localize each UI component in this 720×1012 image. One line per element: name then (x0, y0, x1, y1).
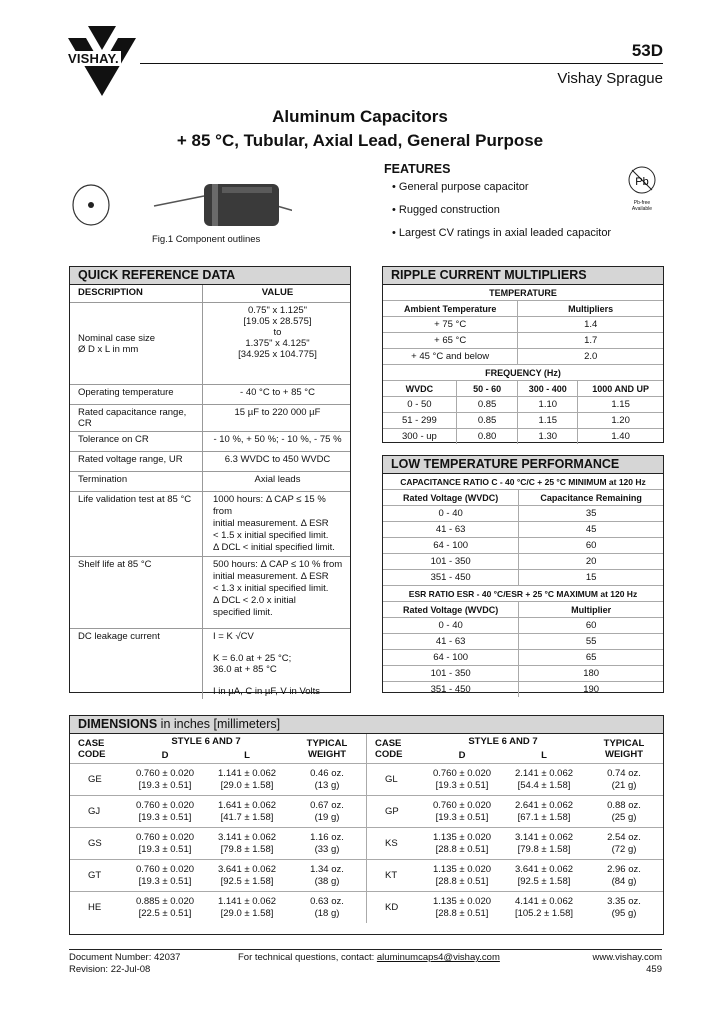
logo-text: VISHAY. (68, 51, 119, 66)
dimensions-table (70, 733, 663, 923)
page-number: 459 (646, 964, 662, 975)
ripple-cell: 51 - 299 (383, 413, 456, 429)
dim-row (70, 860, 663, 892)
ripple-cell: 0 - 50 (383, 397, 456, 413)
dim-weight-header: TYPICAL WEIGHT (288, 734, 367, 764)
qr-desc: Shelf life at 85 °C (70, 557, 203, 629)
features-list (372, 181, 611, 250)
revision: Revision: 22-Jul-08 (69, 964, 151, 975)
ripple-freq-col: 50 - 60 (456, 381, 518, 397)
quick-reference-table (70, 284, 350, 699)
dim-row (70, 892, 663, 924)
ripple-cell: 0.85 (456, 397, 518, 413)
header-rule (140, 63, 663, 64)
dim-cell-w: 1.16 oz. (33 g) (288, 828, 367, 860)
dim-cell-d: 0.760 ± 0.020 [19.3 ± 0.51] (124, 764, 206, 796)
dim-cell-l: 3.141 ± 0.062 [79.8 ± 1.58] (503, 828, 585, 860)
dim-cell-d: 0.760 ± 0.020 [19.3 ± 0.51] (421, 796, 503, 828)
ripple-cell: 1.30 (518, 429, 578, 445)
low-temp-cell: 41 - 63 (383, 522, 519, 538)
quick-reference-heading: QUICK REFERENCE DATA (70, 267, 350, 284)
ripple-cell: 1.15 (518, 413, 578, 429)
ripple-cell: 1.4 (518, 317, 663, 333)
low-temp-cell: 101 - 350 (383, 554, 519, 570)
ripple-table (383, 284, 663, 444)
dim-cell-w: 0.88 oz. (25 g) (585, 796, 663, 828)
ripple-temp-col: Multipliers (518, 301, 663, 317)
feature-item: • Rugged construction (392, 204, 500, 216)
low-temp-cell: 35 (519, 506, 663, 522)
features-heading: FEATURES (384, 162, 451, 176)
low-temp-box (382, 455, 664, 693)
qr-desc: Rated voltage range, UR (70, 452, 203, 472)
dim-l-header: L (244, 750, 250, 761)
dim-cell-code: HE (70, 892, 124, 924)
dim-cell-l: 1.141 ± 0.062 [29.0 ± 1.58] (206, 764, 288, 796)
dim-style-header: STYLE 6 AND 7 (421, 734, 585, 749)
ripple-temp-col: Ambient Temperature (383, 301, 518, 317)
title-line-1: Aluminum Capacitors (272, 107, 448, 126)
ripple-temp-heading: TEMPERATURE (383, 285, 663, 301)
ripple-cell: 1.40 (578, 429, 663, 445)
ripple-cell: + 75 °C (383, 317, 518, 333)
low-temp-cell: 60 (519, 618, 663, 634)
low-temp-cell: 65 (519, 650, 663, 666)
component-outline-figure (72, 178, 292, 238)
ripple-cell: 2.0 (518, 349, 663, 365)
dim-d-header: D (161, 750, 169, 761)
esr-col: Rated Voltage (WVDC) (383, 602, 519, 618)
dim-cell-d: 0.760 ± 0.020 [19.3 ± 0.51] (124, 828, 206, 860)
cap-col: Capacitance Remaining (519, 490, 663, 506)
ripple-cell: 300 - up (383, 429, 456, 445)
qr-value: - 10 %, + 50 %; - 10 %, - 75 % (203, 432, 351, 452)
qr-value: I = K √CV K = 6.0 at + 25 °C; 36.0 at + 85 °C I in µA, C in µF, V in Volts (203, 629, 351, 700)
contact-line: For technical questions, contact: aluminumcaps4@vishay.com (238, 952, 500, 963)
dim-cell-d: 1.135 ± 0.020 [28.8 ± 0.51] (421, 828, 503, 860)
dim-cell-d: 0.760 ± 0.020 [19.3 ± 0.51] (421, 764, 503, 796)
dim-cell-d: 1.135 ± 0.020 [28.8 ± 0.51] (421, 892, 503, 924)
low-temp-table (383, 473, 663, 697)
qr-value: Axial leads (203, 472, 351, 492)
dim-cell-l: 2.641 ± 0.062 [67.1 ± 1.58] (503, 796, 585, 828)
dim-cell-w: 0.74 oz. (21 g) (585, 764, 663, 796)
dim-cell-code: GE (70, 764, 124, 796)
svg-text:Pb: Pb (635, 176, 649, 188)
figure-caption: Fig.1 Component outlines (152, 234, 261, 245)
qr-desc: Rated capacitance range, CR (70, 405, 203, 432)
dim-cell-w: 0.63 oz. (18 g) (288, 892, 367, 924)
low-temp-cell: 0 - 40 (383, 618, 519, 634)
pb-free-icon (627, 165, 657, 195)
low-temp-cell: 351 - 450 (383, 682, 519, 698)
dim-cell-w: 1.34 oz. (38 g) (288, 860, 367, 892)
ripple-current-box (382, 266, 664, 443)
low-temp-cell: 0 - 40 (383, 506, 519, 522)
dim-weight-header: TYPICAL WEIGHT (585, 734, 663, 764)
website-link[interactable]: www.vishay.com (592, 952, 662, 963)
qr-col-description: DESCRIPTION (70, 285, 203, 303)
dim-cell-l: 3.641 ± 0.062 [92.5 ± 1.58] (503, 860, 585, 892)
cap-col: Rated Voltage (WVDC) (383, 490, 519, 506)
dim-case-code-header: CASE CODE (70, 734, 124, 764)
low-temp-cell: 190 (519, 682, 663, 698)
dim-cell-d: 0.760 ± 0.020 [19.3 ± 0.51] (124, 796, 206, 828)
document-number: Document Number: 42037 (69, 952, 181, 963)
cap-ratio-heading: CAPACITANCE RATIO C - 40 °C/C + 25 °C MINIMUM at 120 Hz (383, 474, 663, 490)
dim-cell-l: 3.641 ± 0.062 [92.5 ± 1.58] (206, 860, 288, 892)
qr-col-value: VALUE (203, 285, 351, 303)
dimensions-heading: DIMENSIONS in inches [millimeters] (70, 716, 663, 733)
manufacturer: Vishay Sprague (557, 70, 663, 87)
ripple-cell: 0.80 (456, 429, 518, 445)
dim-case-code-header: CASE CODE (367, 734, 422, 764)
pb-free-badge: Pb Pb-free Available (626, 165, 658, 213)
low-temp-cell: 20 (519, 554, 663, 570)
dim-cell-w: 0.46 oz. (13 g) (288, 764, 367, 796)
dim-cell-d: 1.135 ± 0.020 [28.8 ± 0.51] (421, 860, 503, 892)
ripple-cell: 1.7 (518, 333, 663, 349)
quick-reference-box (69, 266, 351, 697)
footer-rule (69, 949, 662, 950)
ripple-cell: 0.85 (456, 413, 518, 429)
part-number: 53D (631, 41, 663, 60)
ripple-freq-heading: FREQUENCY (Hz) (383, 365, 663, 381)
qr-value: 500 hours: Δ CAP ≤ 10 % from initial measurement. Δ ESR < 1.3 x initial specified limit. Δ DCL < 2.0 x initial specified limit. (203, 557, 351, 629)
dim-cell-l: 1.141 ± 0.062 [29.0 ± 1.58] (206, 892, 288, 924)
title-line-2: + 85 °C, Tubular, Axial Lead, General Purpose (176, 131, 544, 150)
dim-cell-d: 0.885 ± 0.020 [22.5 ± 0.51] (124, 892, 206, 924)
feature-item: • Largest CV ratings in axial leaded capacitor (392, 227, 612, 239)
qr-value: 0.75" x 1.125" [19.05 x 28.575] to 1.375" x 4.125" [34.925 x 104.775] (203, 303, 351, 385)
qr-value: 6.3 WVDC to 450 WVDC (203, 452, 351, 472)
dim-cell-w: 2.54 oz. (72 g) (585, 828, 663, 860)
dim-cell-code: KS (367, 828, 422, 860)
qr-desc: DC leakage current (70, 629, 203, 700)
esr-ratio-heading: ESR RATIO ESR - 40 °C/ESR + 25 °C MAXIMUM at 120 Hz (383, 586, 663, 602)
dim-l-header: L (541, 750, 547, 761)
qr-value: - 40 °C to + 85 °C (203, 385, 351, 405)
ripple-cell: 1.10 (518, 397, 578, 413)
qr-desc: Termination (70, 472, 203, 492)
dim-cell-code: GJ (70, 796, 124, 828)
dim-cell-code: GP (367, 796, 422, 828)
dim-cell-w: 3.35 oz. (95 g) (585, 892, 663, 924)
dim-cell-l: 1.641 ± 0.062 [41.7 ± 1.58] (206, 796, 288, 828)
dim-cell-code: GL (367, 764, 422, 796)
ripple-freq-col: 300 - 400 (518, 381, 578, 397)
dim-cell-l: 4.141 ± 0.062 [105.2 ± 1.58] (503, 892, 585, 924)
low-temp-cell: 180 (519, 666, 663, 682)
qr-desc: Operating temperature (70, 385, 203, 405)
dim-cell-l: 2.141 ± 0.062 [54.4 ± 1.58] (503, 764, 585, 796)
dim-row (70, 828, 663, 860)
ripple-cell: + 45 °C and below (383, 349, 518, 365)
low-temp-cell: 60 (519, 538, 663, 554)
dim-cell-d: 0.760 ± 0.020 [19.3 ± 0.51] (124, 860, 206, 892)
dim-style-header: STYLE 6 AND 7 (124, 734, 288, 749)
ripple-freq-col: 1000 AND UP (578, 381, 663, 397)
ripple-heading: RIPPLE CURRENT MULTIPLIERS (383, 267, 663, 284)
dim-cell-code: GS (70, 828, 124, 860)
low-temp-heading: LOW TEMPERATURE PERFORMANCE (383, 456, 663, 473)
qr-value: 15 µF to 220 000 µF (203, 405, 351, 432)
dim-cell-w: 2.96 oz. (84 g) (585, 860, 663, 892)
dimensions-box (69, 715, 664, 935)
qr-desc: Tolerance on CR (70, 432, 203, 452)
low-temp-cell: 45 (519, 522, 663, 538)
low-temp-cell: 15 (519, 570, 663, 586)
low-temp-cell: 41 - 63 (383, 634, 519, 650)
dim-cell-code: GT (70, 860, 124, 892)
ripple-freq-col: WVDC (383, 381, 456, 397)
low-temp-cell: 64 - 100 (383, 538, 519, 554)
dim-cell-code: KT (367, 860, 422, 892)
esr-col: Multiplier (519, 602, 663, 618)
qr-desc: Nominal case size Ø D x L in mm (70, 303, 203, 385)
dim-row (70, 764, 663, 796)
low-temp-cell: 55 (519, 634, 663, 650)
feature-item: • General purpose capacitor (392, 181, 529, 193)
qr-value: 1000 hours: Δ CAP ≤ 15 % from initial measurement. Δ ESR < 1.5 x initial specified limit. Δ DCL < initial specified limit. (203, 492, 351, 557)
low-temp-cell: 101 - 350 (383, 666, 519, 682)
contact-email-link[interactable]: aluminumcaps4@vishay.com (376, 952, 500, 963)
dim-row (70, 796, 663, 828)
low-temp-cell: 351 - 450 (383, 570, 519, 586)
ripple-cell: 1.20 (578, 413, 663, 429)
ripple-cell: 1.15 (578, 397, 663, 413)
low-temp-cell: 64 - 100 (383, 650, 519, 666)
dim-cell-l: 3.141 ± 0.062 [79.8 ± 1.58] (206, 828, 288, 860)
ripple-cell: + 65 °C (383, 333, 518, 349)
qr-desc: Life validation test at 85 °C (70, 492, 203, 557)
dim-cell-code: KD (367, 892, 422, 924)
dim-d-header: D (458, 750, 466, 761)
dim-cell-w: 0.67 oz. (19 g) (288, 796, 367, 828)
